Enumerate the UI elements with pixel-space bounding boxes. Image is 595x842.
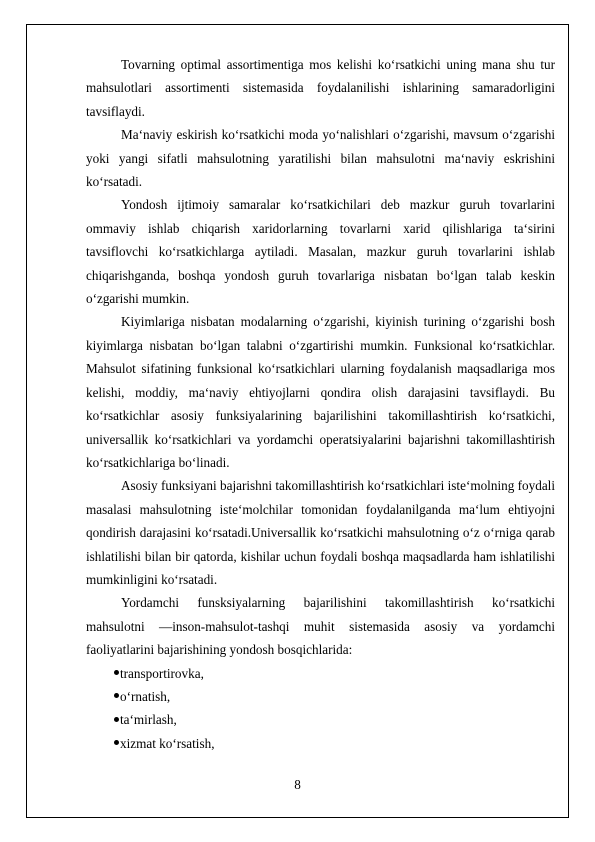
page-body [86, 53, 555, 755]
list-item [86, 662, 555, 685]
paragraph: Yondosh ijtimoiy samaralar ko‘rsatkichilari deb mazkur guruh tovarlarini ommaviy ishlab chiqarish xaridorlarning tovarlarni xarid qilishlariga ta‘sirini tavsiflovchi ko‘rsatkichlarga aytiladi. Masalan, mazkur guruh tovarlarini ishlab chiqarishganda, boshqa yondosh guruh tovarlariga nisbatan bo‘lgan talab keskin o‘zgarishi mumkin. [86, 197, 555, 307]
list-item-text: ta‘mirlash, [120, 712, 177, 728]
bullet-icon [114, 740, 119, 745]
list-item-text: xizmat ko‘rsatish, [120, 735, 215, 751]
bullet-icon [114, 693, 119, 698]
paragraph: Tovarning optimal assortimentiga mos kelishi ko‘rsatkichi uning mana shu tur mahsulotlari assortimenti sistemasida foydalanilishi ishlarining samaradorligini tavsiflaydi. [86, 57, 555, 119]
list-item [86, 708, 555, 731]
list-item [86, 685, 555, 708]
page-number: 8 [294, 777, 301, 792]
list-item-text: transportirovka, [120, 665, 204, 681]
paragraph: Asosiy funksiyani bajarishni takomillashtirish ko‘rsatkichlari iste‘molning foydali masalasi mahsulotning iste‘molchilar tomonidan foydalanilganda ma‘lum ehtiyojni qondirish darajasini ko‘rsatadi.Universallik ko‘rsatkichi mahsulotning o‘z o‘rniga qarab ishlatilishi bilan bir qatorda, kishilar uchun foydali boshqa maqsadlarda ham ishlatilishi mumkinligini ko‘rsatadi. [86, 478, 555, 587]
list-item [86, 732, 555, 755]
paragraph: Yordamchi funsksiyalarning bajarilishini takomillashtirish ko‘rsatkichi mahsulotni ―inson-mahsulot-tashqi muhit sistemasida asosiy va yordamchi faoliyatlarini bajarishining yondosh bosqichlarida: [86, 595, 555, 658]
bullet-icon [114, 670, 119, 675]
paragraph: Kiyimlariga nisbatan modalarning o‘zgarishi, kiyinish turining o‘zgarishi bosh kiyimlarga nisbatan bo‘lgan talabni o‘zgartirishi mumkin. Funksional ko‘rsatkichlar. Mahsulot sifatining funksional ko‘rsatkichlari ularning foydalanish maqsadlariga mos kelishi, moddiy, ma‘naviy ehtiyojlarni qondira olish darajasini tavsiflaydi. Bu ko‘rsatkichlar asosiy funksiyalarining bajarilishini takomillashtirish ko‘rsatkichi, universallik ko‘rsatkichlari va yordamchi operatsiyalarini bajarishni takomillashtirish ko‘rsatkichlariga bo‘linadi. [86, 314, 555, 470]
list-item-text: o‘rnatish, [120, 688, 171, 704]
paragraph: Ma‘naviy eskirish ko‘rsatkichi moda yo‘nalishlari o‘zgarishi, mavsum o‘zgarishi yoki yangi sifatli mahsulotning yaratilishi bilan mahsulotni ma‘naviy eskrishini ko‘rsatadi. [86, 127, 555, 190]
bullet-list [86, 662, 555, 756]
bullet-icon [114, 717, 119, 722]
